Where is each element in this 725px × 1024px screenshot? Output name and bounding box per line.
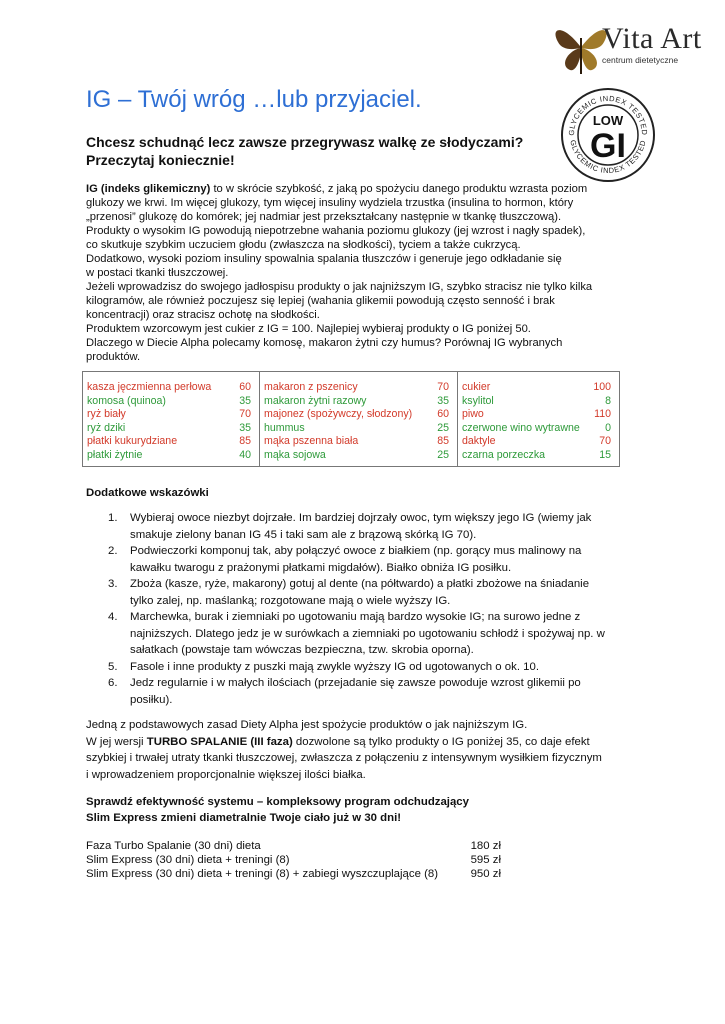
- price-label: Slim Express (30 dni) dieta + treningi (8) + zabiegi wyszczuplające (8): [86, 868, 438, 880]
- program-heading-line: Sprawdź efektywność systemu – kompleksowy program odchudzający: [86, 796, 469, 808]
- price-value: 595 zł: [470, 854, 501, 866]
- price-row: [86, 853, 501, 867]
- price-label: Slim Express (30 dni) dieta + treningi (8): [86, 854, 290, 866]
- badge-bottom-arc: GLYCEMIC INDEX TESTED: [568, 138, 648, 176]
- tip-text-line: Jedz regularnie i w małych ilościach (przejadanie się zawsze powoduje wzrost glikemii po: [130, 677, 581, 689]
- price-value: 180 zł: [470, 840, 501, 852]
- ig-value: 85: [239, 435, 251, 447]
- intro-line: Dodatkowo, wysoki poziom insuliny spowalnia spalania tłuszczów i generuje jego odkładanie się: [86, 253, 562, 265]
- tip-number: 6.: [108, 677, 118, 689]
- ig-product-name: płatki kukurydziane: [87, 435, 178, 447]
- ig-product-name: komosa (quinoa): [87, 394, 166, 407]
- tip-text-line: Fasole i inne produkty z puszki mają zwykle wyższy IG od ugotowanych o ok. 10.: [130, 660, 539, 673]
- ig-product-name: kasza jęczmienna perłowa: [87, 381, 212, 393]
- ig-value: 8: [605, 394, 611, 407]
- tip-item: [86, 576, 646, 609]
- intro-line: Jeżeli wprowadzisz do swojego jadłospisu produkty o jak najniższym IG, szybko stracisz nie tylko kilka: [86, 281, 593, 293]
- ig-product-name: płatki żytnie: [87, 448, 143, 461]
- tip-text-line: kawałku twarogu z prażonymi płatkami migdałów). Białko obniża IG posiłku.: [130, 561, 512, 574]
- ig-product-name: czarna porzeczka: [462, 448, 546, 461]
- tip-item: [86, 510, 646, 543]
- tip-text-line: posiłku).: [130, 693, 173, 706]
- ig-product-name: czerwone wino wytrawne: [462, 421, 580, 434]
- tip-text-line: sałatkach (powstaje tam wówczas bezpieczna, tzw. skrobia oporna).: [130, 644, 474, 656]
- ig-value: 25: [437, 421, 449, 434]
- ig-table-row: [87, 381, 255, 395]
- ig-table-row: [462, 435, 615, 449]
- tips-heading: Dodatkowe wskazówki: [86, 487, 209, 499]
- tips-list: [86, 510, 646, 708]
- intro-line: produktów.: [86, 351, 141, 363]
- price-value: 950 zł: [470, 868, 501, 880]
- ig-value: 60: [239, 381, 251, 393]
- ig-table-row: [87, 435, 255, 449]
- ig-value: 70: [437, 381, 449, 393]
- ig-table-row: [462, 395, 615, 409]
- tip-text-line: Wybieraj owoce niezbyt dojrzałe. Im bardziej dojrzały owoc, tym większy jego IG (wiemy jak: [130, 512, 592, 524]
- alpha-paragraph: [86, 717, 646, 783]
- ig-table-column: [83, 372, 259, 466]
- intro-line: kilogramów, ale również poczujesz się lepiej (wahania glikemii powodują często senność i brak: [86, 295, 555, 307]
- ig-comparison-table: [82, 371, 620, 467]
- ig-product-name: cukier: [462, 381, 491, 393]
- ig-product-name: ryż dziki: [87, 421, 126, 434]
- price-row: [86, 839, 501, 853]
- intro-line: Produktem wzorcowym jest cukier z IG = 100. Najlepiej wybieraj produkty o IG poniżej 50.: [86, 323, 531, 335]
- ig-table-row: [462, 422, 615, 436]
- tip-item: [86, 659, 646, 676]
- ig-table-row: [264, 408, 453, 422]
- alpha-line-text: W jej wersji: [86, 735, 147, 748]
- subtitle: [86, 133, 556, 169]
- ig-product-name: mąka sojowa: [264, 448, 326, 461]
- ig-table-row: [264, 422, 453, 436]
- intro-line: w postaci tkanki tłuszczowej.: [86, 267, 229, 279]
- ig-product-name: majonez (spożywczy, słodzony): [264, 408, 413, 420]
- ig-value: 70: [239, 408, 251, 420]
- ig-value: 0: [605, 421, 611, 434]
- ig-value: 35: [239, 394, 251, 407]
- tip-number: 5.: [108, 660, 118, 673]
- intro-line: koncentracji) oraz stracisz ochotę na słodkości.: [86, 309, 320, 321]
- ig-table-row: [462, 449, 615, 463]
- intro-line: Produkty o wysokim IG powodują niepotrzebne wahania poziomu glukozy (jej wzrost i nagły spadek),: [86, 225, 586, 237]
- alpha-line: i wprowadzeniem proporcjonalnie większej ilości białka.: [86, 768, 366, 781]
- ig-product-name: piwo: [462, 408, 484, 420]
- ig-table-row: [264, 449, 453, 463]
- ig-table-column: [259, 372, 457, 466]
- tip-text-line: Marchewka, burak i ziemniaki po ugotowaniu mają bardzo wysokie IG; na surowo jedne z: [130, 611, 581, 623]
- price-list: [86, 839, 501, 881]
- ig-value: 85: [437, 435, 449, 447]
- intro-lead: [86, 182, 636, 196]
- intro-lead-rest: to w skrócie szybkość, z jaką po spożyciu danego produktu wzrasta poziom: [210, 183, 588, 195]
- ig-table-row: [87, 395, 255, 409]
- alpha-line: szybkiej i trwałej utraty tkanki tłuszczowej, zwłaszcza z połączeniu z intensywnym wysiłkiem fizycznym: [86, 752, 602, 764]
- low-gi-badge-icon: [560, 87, 656, 183]
- ig-value: 60: [437, 408, 449, 420]
- subtitle-line: Chcesz schudnąć lecz zawsze przegrywasz walkę ze słodyczami?: [86, 134, 524, 150]
- tip-number: 1.: [108, 512, 118, 524]
- ig-product-name: makaron żytni razowy: [264, 394, 367, 407]
- badge-low: LOW: [592, 113, 624, 128]
- ig-product-name: hummus: [264, 421, 305, 434]
- ig-product-name: daktyle: [462, 435, 496, 447]
- tip-text-line: smakuje zielony banan IG 45 i taki sam ale z brązową skórką IG 70).: [130, 528, 477, 541]
- ig-value: 40: [239, 448, 251, 461]
- logo-brand: Vita Art: [602, 22, 702, 55]
- tip-number: 3.: [108, 578, 118, 590]
- tip-text-line: tylko zalej, np. maślanką; rozgotowane mają o wiele wyższy IG.: [130, 594, 451, 607]
- alpha-line: Jedną z podstawowych zasad Diety Alpha jest spożycie produktów o jak najniższym IG.: [86, 719, 528, 731]
- tip-item: [86, 609, 646, 659]
- tip-text-line: Podwieczorki komponuj tak, aby połączyć owoce z białkiem (np. gorący mus malinowy na: [130, 545, 582, 557]
- ig-table-column: [457, 372, 619, 466]
- intro-line: Dlaczego w Diecie Alpha polecamy komosę, makaron żytni czy humus? Porównaj IG wybranych: [86, 337, 563, 349]
- intro-paragraph: [86, 182, 636, 364]
- intro-lead-bold: IG (indeks glikemiczny): [86, 183, 211, 195]
- ig-value: 15: [599, 448, 611, 461]
- tip-item: [86, 543, 646, 576]
- logo-subtitle: centrum dietetyczne: [602, 55, 679, 65]
- ig-value: 35: [437, 394, 449, 407]
- intro-line: „przenosi” glukozę do komórek; jej nadmiar jest przekształcany następnie w tkankę tłuszczową).: [86, 211, 562, 223]
- tip-text-line: najniższych. Dlatego jedz je w surówkach a ziemniaki po ugotowaniu schłodź i spożywaj np. w: [130, 627, 605, 640]
- page-title: IG – Twój wróg …lub przyjaciel.: [86, 86, 422, 113]
- ig-value: 25: [437, 448, 449, 461]
- ig-table-row: [264, 435, 453, 449]
- badge-top-arc: GLYCEMIC INDEX TESTED: [566, 93, 650, 136]
- ig-value: 70: [599, 435, 611, 447]
- ig-product-name: mąka pszenna biała: [264, 435, 359, 447]
- ig-product-name: ksylitol: [462, 394, 494, 407]
- ig-table-row: [264, 395, 453, 409]
- ig-product-name: makaron z pszenicy: [264, 381, 358, 393]
- ig-table-row: [462, 408, 615, 422]
- badge-gi: GI: [590, 127, 626, 165]
- ig-value: 100: [593, 381, 611, 393]
- program-heading: [86, 794, 646, 826]
- ig-product-name: ryż biały: [87, 408, 126, 420]
- tip-number: 2.: [108, 545, 118, 557]
- program-heading-line: Slim Express zmieni diametralnie Twoje ciało już w 30 dni!: [86, 812, 402, 824]
- tip-number: 4.: [108, 611, 118, 623]
- alpha-line: [86, 734, 646, 751]
- tip-item: [86, 675, 646, 708]
- ig-value: 35: [239, 421, 251, 434]
- ig-value: 110: [594, 408, 611, 420]
- ig-table-row: [87, 408, 255, 422]
- ig-table-row: [264, 381, 453, 395]
- intro-line: co skutkuje szybkim uczuciem głodu (zwłaszcza na słodkości), tyciem a także cukrzycą.: [86, 239, 521, 251]
- price-row: [86, 867, 501, 881]
- intro-line: glukozy we krwi. Im więcej glukozy, tym więcej insuliny wydziela trzustka (insulina to hormon, który: [86, 197, 574, 209]
- ig-table-row: [87, 449, 255, 463]
- subtitle-line: Przeczytaj koniecznie!: [86, 152, 235, 168]
- ig-table-row: [87, 422, 255, 436]
- price-label: Faza Turbo Spalanie (30 dni) dieta: [86, 840, 261, 852]
- tip-text-line: Zboża (kasze, ryże, makarony) gotuj al dente (na półtwardo) a płatki zbożowe na śniadanie: [130, 578, 590, 590]
- ig-table-row: [462, 381, 615, 395]
- turbo-phase-bold: TURBO SPALANIE (III faza): [146, 735, 293, 748]
- alpha-line-text: dozwolone są tylko produkty o IG poniżej 35, co daje efekt: [292, 735, 590, 748]
